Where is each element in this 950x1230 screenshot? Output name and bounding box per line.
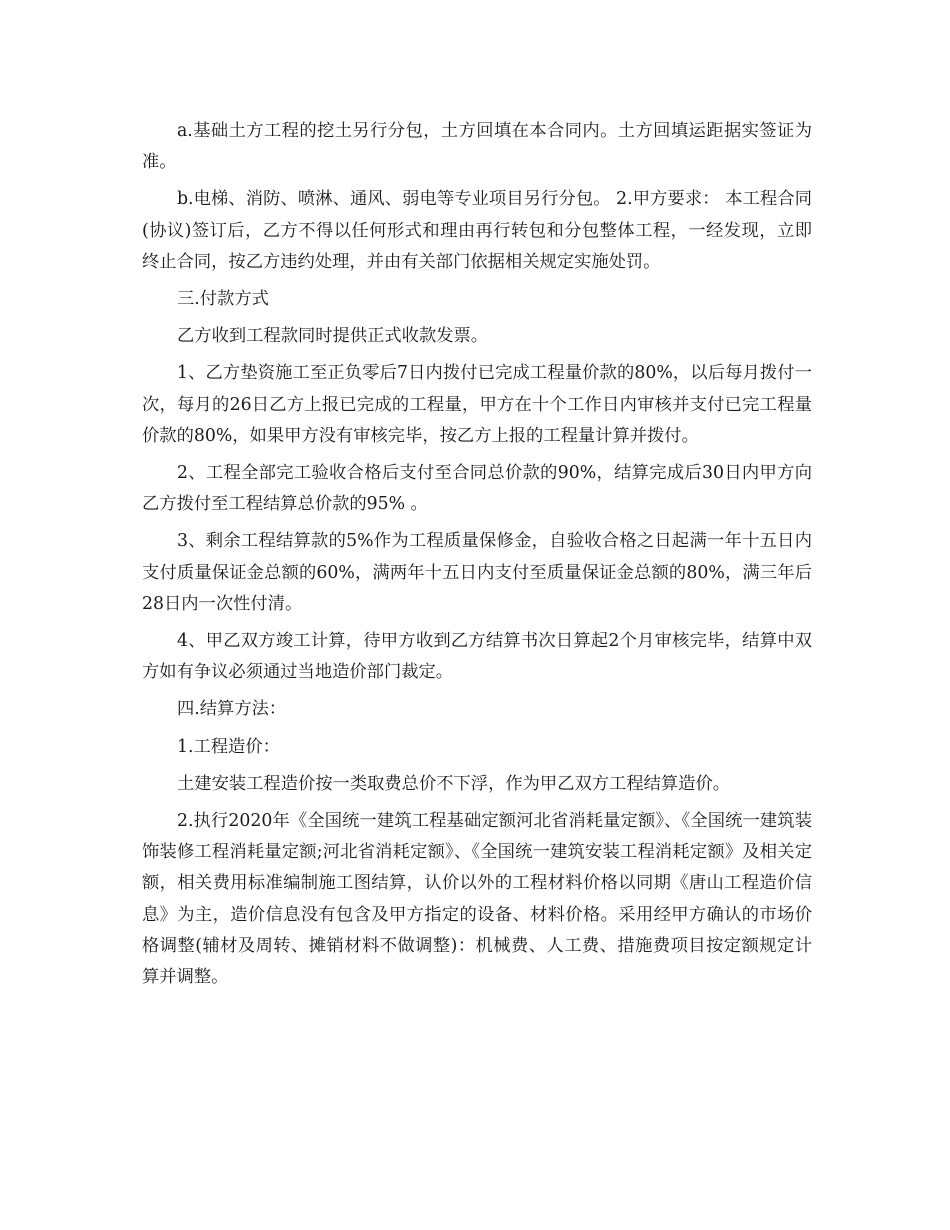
- document-page: [142, 116, 812, 999]
- subheading-project-cost: 1.工程造价：: [177, 736, 280, 757]
- section-heading-payment: 三.付款方式: [177, 289, 269, 310]
- paragraph-quota-execution: 2.执行2020年《全国统一建筑工程基础定额河北省消耗量定额》、《全国统一建筑装饰装修工程消耗量定额;河北省消耗定额》、《全国统一建筑安装工程消耗定额》及相关定额，相关费用标准编制施工图结算，认价以外的工程材料价格以同期《唐山工程造价信息》为主，造价信息没有包含及甲方指定的设备、材料价格。采用经甲方确认的市场价格调整(辅材及周转、摊销材料不做调整)：机械费、人工费、措施费项目按定额规定计算并调整。: [142, 811, 812, 988]
- paragraph-cost-basis: 土建安装工程造价按一类取费总价不下浮，作为甲乙双方工程结算造价。: [177, 773, 731, 794]
- paragraph-payment-3: 3、剩余工程结算款的5%作为工程质量保修金，自验收合格之日起满一年十五日内支付质量保证金总额的60%，满两年十五日内支付至质量保证金总额的80%，满三年后28日内一次性付清。: [142, 531, 812, 614]
- paragraph-subcontract-requirements: b.电梯、消防、喷淋、通风、弱电等专业项目另行分包。 2.甲方要求： 本工程合同(协议)签订后，乙方不得以任何形式和理由再行转包和分包整体工程，一经发现，立即终止合同，按乙方违约处理，并由有关部门依据相关规定实施处罚。: [142, 189, 812, 272]
- paragraph-payment-2: 2、工程全部完工验收合格后支付至合同总价款的90%，结算完成后30日内甲方向乙方拨付至工程结算总价款的95% 。: [142, 463, 812, 515]
- paragraph-foundation-earthwork: a.基础土方工程的挖土另行分包，土方回填在本合同内。土方回填运距据实签证为准。: [142, 121, 812, 173]
- paragraph-invoice: 乙方收到工程款同时提供正式收款发票。: [177, 326, 489, 347]
- paragraph-payment-1: 1、乙方垫资施工至正负零后7日内拨付已完成工程量价款的80%，以后每月拨付一次，每月的26日乙方上报已完成的工程量，甲方在十个工作日内审核并支付已完工程量价款的80%，如果甲方没有审核完毕，按乙方上报的工程量计算并拨付。: [142, 363, 812, 446]
- section-heading-settlement: 四.结算方法：: [177, 699, 287, 720]
- paragraph-payment-4: 4、甲乙双方竣工计算，待甲方收到乙方结算书次日算起2个月审核完毕，结算中双方如有争议必须通过当地造价部门裁定。: [142, 631, 812, 683]
